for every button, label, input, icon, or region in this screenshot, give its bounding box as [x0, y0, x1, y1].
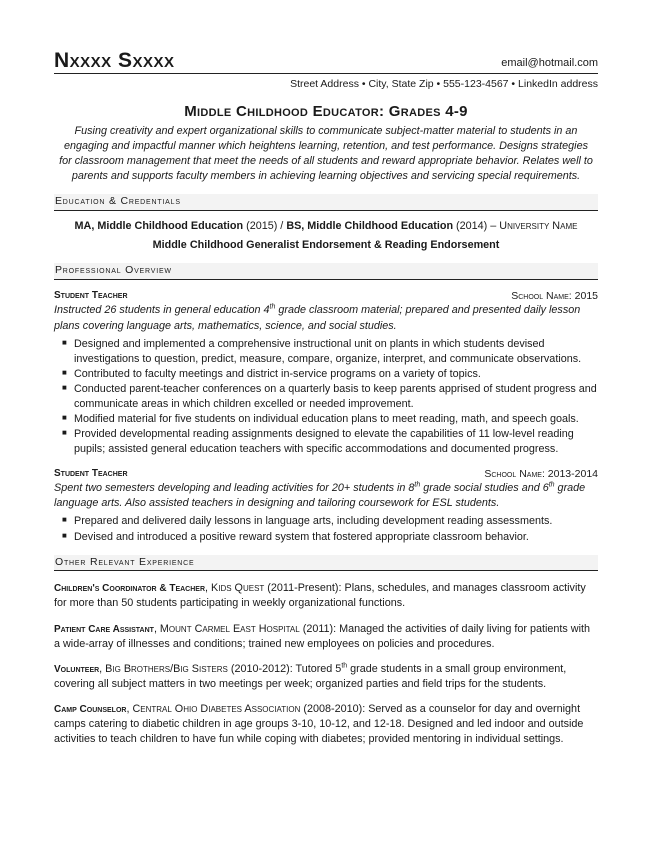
list-item: [62, 530, 598, 545]
exp-org: , Kids Quest: [205, 582, 265, 595]
bullet-text: Modified material for five students on individual education plans to meet reading, math, and speech goals.: [74, 413, 579, 426]
exp-text: grade students in a small group environment, covering all subject matters in two meetings per week; organized parties and field trips for the students.: [54, 662, 567, 690]
bullet-icon: ■: [62, 413, 67, 423]
job-school: [511, 289, 598, 304]
exp-role: Camp Counselor: [54, 703, 127, 715]
exp-org: , Big Brothers/Big Sisters: [99, 662, 228, 675]
exp-text: (2011-Present): Plans, schedules, and manages classroom activity for more than 50 students participating in weekly organizational functions.: [54, 582, 586, 610]
desc-part: Spent two semesters developing and leading activities for 20+ students in 8: [54, 482, 415, 495]
bullet-icon: ■: [62, 428, 67, 438]
job-description: [54, 481, 598, 511]
job-header: [54, 467, 598, 482]
exp-role: Children's Coordinator & Teacher: [54, 583, 206, 595]
bullet-text: Provided developmental reading assignments designed to elevate the capabilities of 11 low-level reading pupils; assisted general education teachers with specific accommodations and documented progress.: [74, 428, 574, 456]
degree-bs: BS, Middle Childhood Education: [286, 219, 454, 232]
bullet-icon: ■: [62, 515, 67, 525]
university-name: University Name: [499, 219, 578, 232]
contact-line: Street Address • City, State Zip • 555-123-4567 • LinkedIn address: [290, 78, 598, 90]
summary-paragraph: Fusing creativity and expert organizational skills to communicate subject-matter material to students in an engaging and impactful manner which heightens learning, retention, and test performance. Designs strategies for classroom management that meet the needs of all students and reward appropriate behavior. Relates well to parents and supports faculty members in achieving learning objectives and servicing special requirements.: [59, 124, 593, 183]
school-label: School Name:: [484, 467, 548, 480]
experience-item: [54, 581, 598, 611]
job-title: Student Teacher: [54, 289, 128, 301]
list-item: [62, 337, 598, 367]
exp-text: (2008-2010): Served as a counselor for day and overnight camps catering to diabetic children in age groups 3-10, 10-12, and 12-18. Designed and led indoor and outside activities to teach children to have fun while coping with diabetes; provided mentoring in individual settings.: [54, 702, 584, 746]
bullet-icon: ■: [62, 367, 67, 377]
job-year: 2015: [574, 289, 598, 302]
section-heading-education: Education & Credentials: [54, 194, 598, 211]
desc-sup: th: [548, 481, 555, 489]
bullet-text: Devised and introduced a positive reward system that fostered appropriate classroom behavior.: [74, 530, 529, 543]
exp-role: Patient Care Assistant: [54, 623, 154, 635]
desc-part: grade language arts. Also assisted teachers in designing and tailoring coursework for ESL students.: [54, 482, 586, 510]
desc-part: grade classroom material; prepared and presented daily lesson plans covering language arts, mathematics, science, and social studies.: [54, 304, 581, 332]
candidate-name: Nxxxx Sxxxx: [54, 49, 175, 72]
experience-item: [54, 702, 598, 747]
job-header: [54, 289, 598, 304]
exp-text: (2010-2012): Tutored 5: [227, 662, 342, 675]
experience-item: [54, 662, 598, 692]
job-year: 2013-2014: [547, 467, 598, 480]
degree-ma-year: (2015) /: [243, 219, 287, 232]
email-address: email@hotmail.com: [501, 56, 598, 69]
bullet-icon: ■: [62, 530, 67, 540]
list-item: [62, 367, 598, 382]
degree-ma: MA, Middle Childhood Education: [74, 219, 244, 232]
education-degrees: [54, 219, 598, 234]
list-item: [62, 427, 598, 457]
desc-sup: th: [414, 481, 421, 489]
exp-role: Volunteer: [54, 663, 100, 675]
school-label: School Name:: [511, 289, 575, 302]
exp-org: , Mount Carmel East Hospital: [153, 622, 300, 635]
list-item: [62, 382, 598, 412]
header: [54, 50, 598, 74]
job-bullets: [54, 337, 598, 458]
bullet-text: Conducted parent-teacher conferences on a quarterly basis to keep parents apprised of student progress and communicate areas in which children excelled or needed improvement.: [74, 382, 597, 411]
endorsements: Middle Childhood Generalist Endorsement & Reading Endorsement: [152, 238, 500, 251]
job-school: [484, 467, 598, 482]
section-heading-overview: Professional Overview: [54, 263, 598, 280]
exp-sup: th: [341, 662, 348, 670]
job-description: [54, 303, 598, 333]
desc-part: Instructed 26 students in general education 4: [54, 304, 270, 317]
section-heading-other: Other Relevant Experience: [54, 555, 598, 572]
degree-bs-year: (2014) –: [453, 219, 500, 232]
bullet-text: Prepared and delivered daily lessons in language arts, including development reading assessments.: [74, 515, 553, 528]
bullet-text: Contributed to faculty meetings and district in-service programs on a variety of topics.: [74, 367, 481, 380]
list-item: [62, 514, 598, 529]
exp-org: , Central Ohio Diabetes Association: [126, 702, 301, 715]
job-bullets: [54, 514, 598, 544]
bullet-icon: ■: [62, 382, 67, 392]
job-title: Student Teacher: [54, 467, 128, 479]
desc-sup: th: [269, 303, 276, 311]
bullet-icon: ■: [62, 337, 67, 347]
exp-text: (2011): Managed the activities of daily living for patients with a wide-array of illnesses and conditions; trained new employees on policies and procedures.: [54, 622, 590, 650]
list-item: [62, 412, 598, 427]
experience-item: [54, 622, 598, 652]
desc-part: grade social studies and 6: [420, 482, 549, 495]
resume-title: Middle Childhood Educator: Grades 4-9: [184, 102, 468, 120]
bullet-text: Designed and implemented a comprehensive instructional unit on plants in which students devised investigations to question, predict, measure, compare, organize, interpret, and communicate observations.: [74, 337, 582, 365]
